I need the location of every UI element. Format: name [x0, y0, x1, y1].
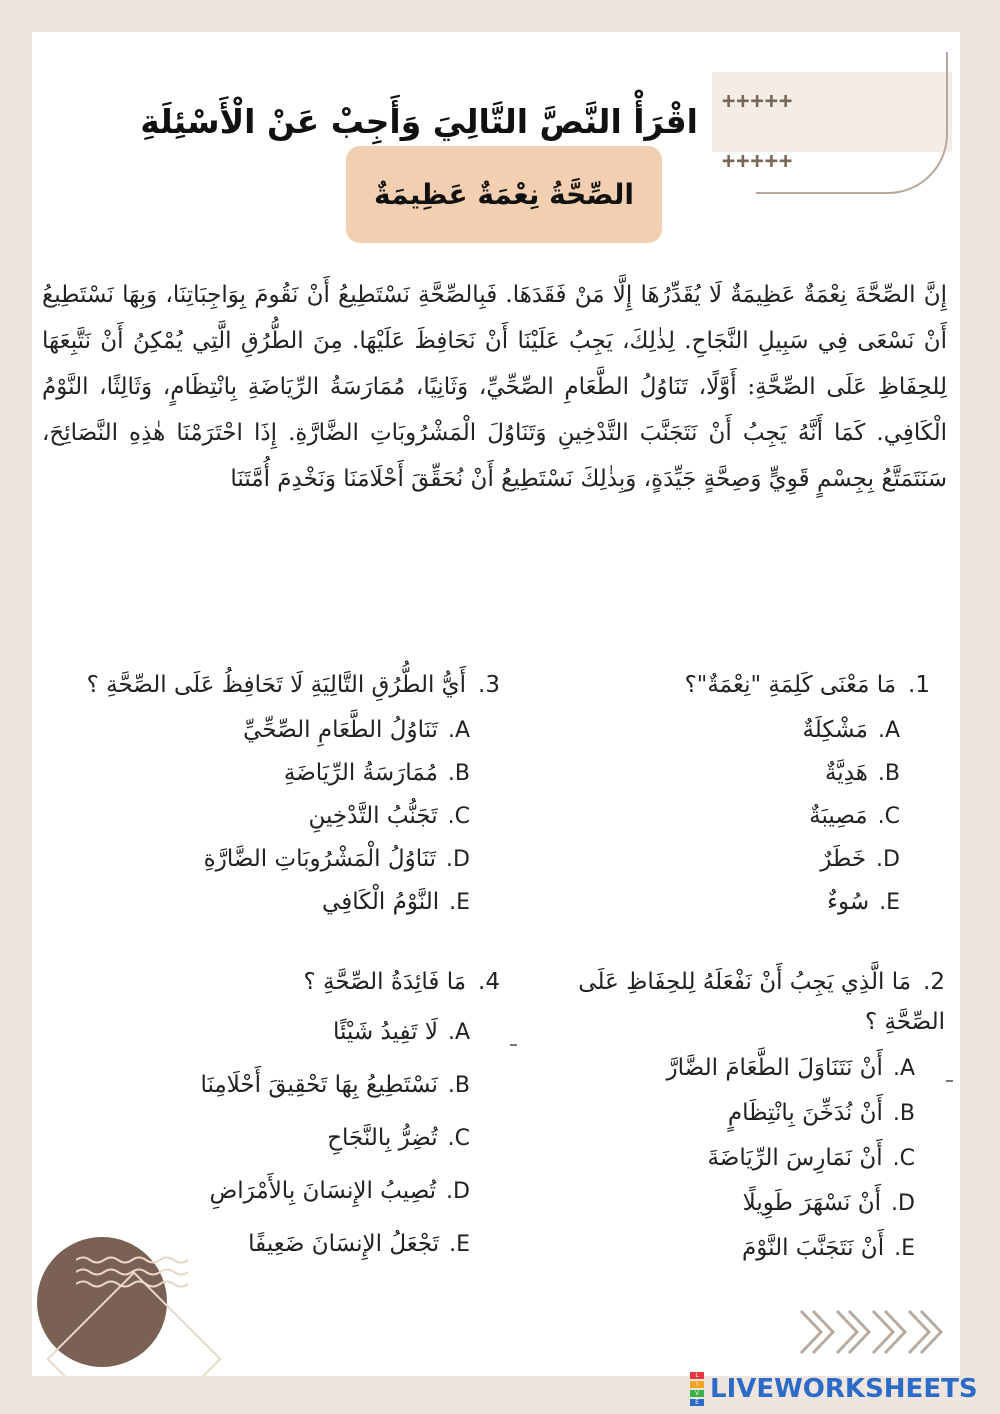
option-e[interactable]: [535, 1226, 915, 1271]
option-e[interactable]: [550, 881, 900, 924]
option-text: النَّوْمُ الْكَافِي: [322, 889, 440, 915]
question-number: 2.: [923, 969, 945, 995]
liveworksheets-logo[interactable]: [690, 1372, 978, 1406]
option-text: أَنْ نُدَخِّنَ بِانْتِظَامٍ: [727, 1100, 883, 1126]
option-text: أَنْ نَسْهَرَ طَوِيلًا: [742, 1190, 882, 1216]
option-letter: D.: [876, 847, 900, 872]
options-list: [60, 1006, 470, 1271]
chevron-right-icon: [797, 1307, 947, 1357]
option-letter: D.: [446, 847, 470, 872]
option-letter: C.: [877, 804, 900, 829]
option-text: هَدِيَّةٌ: [824, 760, 868, 786]
option-a[interactable]: [60, 709, 470, 752]
option-c[interactable]: [535, 1136, 915, 1181]
option-letter: E.: [449, 1232, 470, 1257]
option-b[interactable]: [60, 1059, 470, 1112]
logo-letter: V: [690, 1390, 704, 1397]
option-a[interactable]: [535, 1046, 915, 1091]
option-b[interactable]: [550, 752, 900, 795]
option-b[interactable]: [60, 752, 470, 795]
question-number: 3.: [478, 672, 500, 698]
question-1: [550, 665, 930, 924]
answer-mark: [510, 1044, 517, 1046]
option-text: مَشْكِلَةٌ: [802, 717, 868, 743]
brand-name: LIVEWORKSHEETS: [710, 1374, 978, 1404]
option-c[interactable]: [60, 1112, 470, 1165]
option-text: أَنْ نَتَنَاوَلَ الطَّعَامَ الضَّارَّ: [666, 1055, 883, 1081]
option-c[interactable]: [550, 795, 900, 838]
option-d[interactable]: [550, 838, 900, 881]
option-text: تَجَنُّبُ التَّدْخِينِ: [308, 803, 438, 829]
options-list: [550, 709, 900, 924]
option-text: سُوءٌ: [827, 889, 870, 915]
option-text: لَا تَفِيدُ شَيْئًا: [332, 1019, 438, 1045]
question-stem: 2.مَا الَّذِي يَجِبُ أَنْ نَفْعَلَهُ لِلحِفَاظِ عَلَى الصِّحَّةِ ؟: [578, 969, 945, 1035]
option-text: أَنْ نَمَارِسَ الرِّيَاضَةَ: [707, 1145, 883, 1171]
passage-title-box: [346, 146, 662, 243]
option-letter: E.: [894, 1236, 915, 1261]
option-letter: C.: [447, 1126, 470, 1151]
option-letter: E.: [879, 890, 900, 915]
question-3: [60, 665, 500, 924]
answer-mark: [946, 1080, 953, 1082]
option-a[interactable]: [550, 709, 900, 752]
option-letter: D.: [446, 1179, 470, 1204]
option-letter: C.: [447, 804, 470, 829]
option-a[interactable]: [60, 1006, 470, 1059]
option-text: تُصِيبُ الإِنسَانَ بِالأَمْرَاضِ: [209, 1178, 437, 1204]
question-number: 1.: [908, 672, 930, 698]
option-text: تَنَاوُلُ الطَّعَامِ الصِّحِّيِّ: [243, 717, 438, 743]
option-letter: B.: [877, 761, 900, 786]
option-letter: B.: [892, 1101, 915, 1126]
worksheet-page: [32, 32, 960, 1376]
option-d[interactable]: [535, 1181, 915, 1226]
option-text: أَنْ نَتَجَنَّبَ النَّوْمَ: [742, 1235, 885, 1261]
passage-title: الصِّحَّةُ نِعْمَةٌ عَظِيمَةٌ: [373, 178, 634, 211]
option-d[interactable]: [60, 1165, 470, 1218]
option-letter: B.: [447, 1073, 470, 1098]
option-letter: A.: [447, 718, 470, 743]
question-4: [60, 962, 500, 1271]
question-number: 4.: [478, 969, 500, 995]
plus-pattern-decor: +++++ +++++: [722, 89, 794, 174]
option-text: نَسْتَطِيعُ بِهَا تَحْقِيقَ أَحْلَامِنَا: [200, 1072, 438, 1098]
option-text: مَصِيبَةٌ: [809, 803, 868, 829]
option-letter: A.: [877, 718, 900, 743]
logo-letter: I: [690, 1381, 704, 1388]
option-letter: A.: [892, 1056, 915, 1081]
option-letter: E.: [449, 890, 470, 915]
options-list: [60, 709, 470, 924]
wave-decor-icon: [76, 1254, 196, 1294]
question-2: [535, 962, 945, 1271]
logo-letter: E: [690, 1399, 704, 1406]
option-c[interactable]: [60, 795, 470, 838]
option-d[interactable]: [60, 838, 470, 881]
option-text: تُضِرُّ بِالنَّجَاحِ: [327, 1125, 438, 1151]
option-text: مُمَارَسَةُ الرِّيَاضَةِ: [283, 760, 438, 786]
option-text: تَنَاوُلُ الْمَشْرُوبَاتِ الضَّارَّةِ: [203, 846, 437, 872]
reading-passage: إِنَّ الصِّحَّةَ نِعْمَةٌ عَظِيمَةٌ لَا يُقَدِّرُهَا إِلَّا مَنْ فَقَدَهَا. فَبِالصِّحَّةِ نَسْتَطِيعُ أَنْ نَقُومَ بِوَاجِبَاتِنَا، وَبِهَا نَسْتَطِيعُ أَنْ نَسْعَى فِي سَبِيلِ النَّجَاحِ. لِذٰلِكَ، يَجِبُ عَلَيْنَا أَنْ نَحَافِظَ عَلَيْهَا. مِنَ الطُّرُقِ الَّتِي يُمْكِنُ أَنْ نَتَّبِعَهَا لِلحِفَاظِ عَلَى الصِّحَّةِ: أَوَّلًا، تَنَاوُلُ الطَّعَامِ الصِّحِّيِّ، وَثَانِيًا، مُمَارَسَةُ الرِّيَاضَةِ بِانْتِظَامٍ، وَثَالِثًا، النَّوْمُ الْكَافِي. كَمَا أَنَّهُ يَجِبُ أَنْ نَتَجَنَّبَ التَّدْخِينِ وَتَنَاوُلَ الْمَشْرُوبَاتِ الضَّارَّةِ. إِذَا احْتَرَمْنَا هٰذِهِ النَّصَائِحَ، سَنَتَمَتَّعُ بِجِسْمٍ قَوِيٍّ وَصِحَّةٍ جَيِّدَةٍ، وَبِذٰلِكَ نَسْتَطِيعُ أَنْ نُحَقِّقَ أَحْلَامَنَا وَنَخْدِمَ أُمَّتَنَا: [42, 282, 947, 492]
option-letter: A.: [447, 1020, 470, 1045]
option-b[interactable]: [535, 1091, 915, 1136]
option-text: تَجْعَلُ الإِنسَانَ ضَعِيفًا: [248, 1231, 440, 1257]
question-stem: 4.مَا فَائِدَةُ الصِّحَّةِ ؟: [303, 969, 500, 995]
option-e[interactable]: [60, 881, 470, 924]
brand-logo-icon: [690, 1372, 704, 1406]
question-stem: 3.أَيُّ الطُّرُقِ التَّالِيَةِ لَا تَحَافِظُ عَلَى الصِّحَّةِ ؟: [86, 672, 500, 698]
option-text: خَطَرٌ: [820, 846, 867, 872]
instruction-heading: اقْرَأْ النَّصَّ التَّالِيَ وَأَجِبْ عَنْ الْأَسْئِلَةِ: [140, 102, 698, 141]
options-list: [535, 1046, 915, 1271]
option-letter: B.: [447, 761, 470, 786]
option-letter: C.: [892, 1146, 915, 1171]
question-stem: 1.مَا مَعْنَى كَلِمَةِ "نِعْمَةٌ"؟: [684, 672, 930, 698]
option-letter: D.: [891, 1191, 915, 1216]
logo-letter: L: [690, 1372, 704, 1379]
